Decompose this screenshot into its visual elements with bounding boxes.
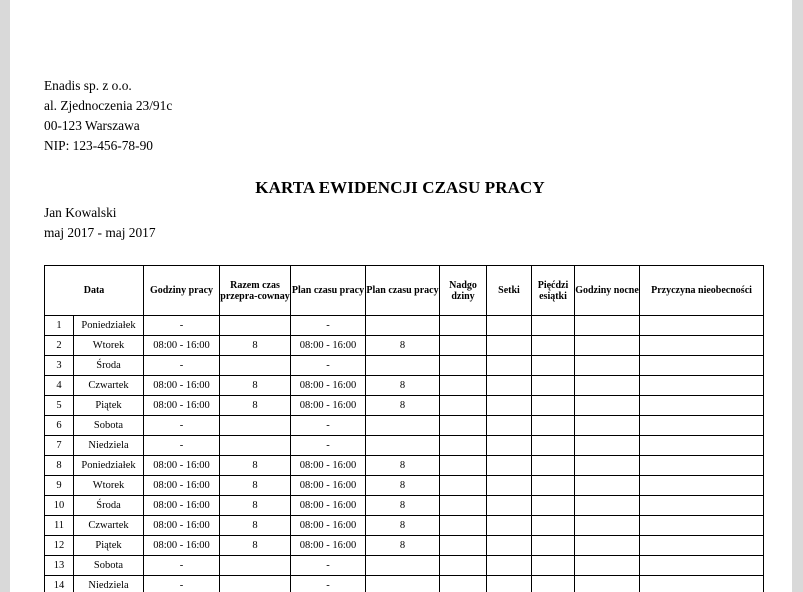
row-number: 14	[45, 576, 74, 592]
row-night-hours	[575, 356, 640, 376]
row-hours: -	[144, 416, 220, 436]
row-piecdziesiatki	[532, 356, 575, 376]
row-plan-hours: 8	[366, 476, 440, 496]
row-night-hours	[575, 416, 640, 436]
row-hours: -	[144, 436, 220, 456]
row-day: Poniedziałek	[74, 456, 144, 476]
row-piecdziesiatki	[532, 476, 575, 496]
row-plan: -	[291, 556, 366, 576]
row-overtime	[440, 356, 487, 376]
row-number: 10	[45, 496, 74, 516]
row-number: 4	[45, 376, 74, 396]
row-total: 8	[220, 336, 291, 356]
row-absence-reason	[640, 556, 764, 576]
row-hours: -	[144, 556, 220, 576]
row-piecdziesiatki	[532, 536, 575, 556]
row-number: 5	[45, 396, 74, 416]
company-nip: NIP: 123-456-78-90	[44, 138, 153, 153]
row-overtime	[440, 536, 487, 556]
table-row	[45, 396, 764, 416]
employee-block	[44, 203, 156, 243]
row-piecdziesiatki	[532, 416, 575, 436]
document-title: KARTA EWIDENCJI CZASU PRACY	[255, 178, 545, 197]
row-hours: 08:00 - 16:00	[144, 536, 220, 556]
row-setki	[487, 556, 532, 576]
table-row	[45, 556, 764, 576]
row-piecdziesiatki	[532, 436, 575, 456]
row-night-hours	[575, 396, 640, 416]
row-setki	[487, 496, 532, 516]
row-plan: 08:00 - 16:00	[291, 336, 366, 356]
row-plan: -	[291, 356, 366, 376]
row-absence-reason	[640, 536, 764, 556]
row-absence-reason	[640, 356, 764, 376]
row-number: 12	[45, 536, 74, 556]
row-plan: 08:00 - 16:00	[291, 396, 366, 416]
table-row	[45, 456, 764, 476]
timesheet-table	[44, 265, 764, 592]
row-hours: 08:00 - 16:00	[144, 456, 220, 476]
row-plan-hours	[366, 556, 440, 576]
row-plan-hours: 8	[366, 456, 440, 476]
row-setki	[487, 536, 532, 556]
row-total	[220, 576, 291, 592]
row-plan-hours: 8	[366, 376, 440, 396]
row-total	[220, 436, 291, 456]
employee-name: Jan Kowalski	[44, 205, 117, 220]
row-piecdziesiatki	[532, 316, 575, 336]
row-absence-reason	[640, 496, 764, 516]
row-setki	[487, 376, 532, 396]
row-plan: 08:00 - 16:00	[291, 516, 366, 536]
row-number: 1	[45, 316, 74, 336]
row-plan-hours: 8	[366, 396, 440, 416]
row-night-hours	[575, 376, 640, 396]
row-hours: 08:00 - 16:00	[144, 476, 220, 496]
row-absence-reason	[640, 576, 764, 592]
row-overtime	[440, 496, 487, 516]
header-przyczyna-nieobecnosci: Przyczyna nieobecności	[640, 266, 764, 316]
row-absence-reason	[640, 396, 764, 416]
row-piecdziesiatki	[532, 336, 575, 356]
row-overtime	[440, 376, 487, 396]
row-hours: -	[144, 316, 220, 336]
row-night-hours	[575, 496, 640, 516]
company-city: 00-123 Warszawa	[44, 118, 140, 133]
row-plan: -	[291, 576, 366, 592]
table-row	[45, 436, 764, 456]
row-absence-reason	[640, 436, 764, 456]
row-night-hours	[575, 436, 640, 456]
document-page	[10, 0, 792, 592]
row-piecdziesiatki	[532, 496, 575, 516]
row-hours: 08:00 - 16:00	[144, 376, 220, 396]
row-day: Sobota	[74, 556, 144, 576]
row-plan-hours: 8	[366, 516, 440, 536]
table-row	[45, 416, 764, 436]
company-address-block	[44, 76, 172, 156]
row-total	[220, 556, 291, 576]
table-row	[45, 316, 764, 336]
row-plan: 08:00 - 16:00	[291, 536, 366, 556]
row-overtime	[440, 576, 487, 592]
row-plan: 08:00 - 16:00	[291, 476, 366, 496]
table-row	[45, 336, 764, 356]
row-number: 13	[45, 556, 74, 576]
row-plan-hours: 8	[366, 536, 440, 556]
row-absence-reason	[640, 476, 764, 496]
row-setki	[487, 416, 532, 436]
row-total: 8	[220, 376, 291, 396]
row-overtime	[440, 516, 487, 536]
row-hours: 08:00 - 16:00	[144, 336, 220, 356]
row-setki	[487, 396, 532, 416]
row-number: 2	[45, 336, 74, 356]
row-day: Środa	[74, 496, 144, 516]
row-piecdziesiatki	[532, 576, 575, 592]
row-number: 11	[45, 516, 74, 536]
row-absence-reason	[640, 376, 764, 396]
reporting-period: maj 2017 - maj 2017	[44, 225, 156, 240]
row-setki	[487, 436, 532, 456]
row-number: 6	[45, 416, 74, 436]
row-hours: 08:00 - 16:00	[144, 496, 220, 516]
row-total	[220, 356, 291, 376]
row-piecdziesiatki	[532, 556, 575, 576]
header-piecdziesiatki: Pięćdzi esiątki	[532, 266, 575, 316]
row-total: 8	[220, 476, 291, 496]
row-total: 8	[220, 516, 291, 536]
row-night-hours	[575, 476, 640, 496]
row-day: Piątek	[74, 536, 144, 556]
row-overtime	[440, 396, 487, 416]
row-hours: -	[144, 576, 220, 592]
row-plan-hours	[366, 356, 440, 376]
row-plan-hours	[366, 436, 440, 456]
row-hours: -	[144, 356, 220, 376]
row-absence-reason	[640, 456, 764, 476]
table-row	[45, 376, 764, 396]
row-total: 8	[220, 496, 291, 516]
table-row	[45, 496, 764, 516]
row-plan: -	[291, 416, 366, 436]
table-row	[45, 476, 764, 496]
table-row	[45, 516, 764, 536]
row-plan: -	[291, 436, 366, 456]
row-day: Wtorek	[74, 336, 144, 356]
row-piecdziesiatki	[532, 396, 575, 416]
header-godziny-pracy: Godziny pracy	[144, 266, 220, 316]
row-piecdziesiatki	[532, 516, 575, 536]
row-setki	[487, 476, 532, 496]
row-plan: -	[291, 316, 366, 336]
row-piecdziesiatki	[532, 376, 575, 396]
header-plan-czasu-pracy: Plan czasu pracy	[291, 266, 366, 316]
row-total: 8	[220, 536, 291, 556]
row-overtime	[440, 456, 487, 476]
row-night-hours	[575, 576, 640, 592]
row-number: 8	[45, 456, 74, 476]
header-data: Data	[45, 266, 144, 316]
row-plan: 08:00 - 16:00	[291, 496, 366, 516]
row-setki	[487, 316, 532, 336]
row-overtime	[440, 476, 487, 496]
row-absence-reason	[640, 316, 764, 336]
header-setki: Setki	[487, 266, 532, 316]
row-overtime	[440, 316, 487, 336]
row-night-hours	[575, 456, 640, 476]
row-day: Czwartek	[74, 516, 144, 536]
row-setki	[487, 576, 532, 592]
row-piecdziesiatki	[532, 456, 575, 476]
row-night-hours	[575, 316, 640, 336]
row-absence-reason	[640, 516, 764, 536]
row-total	[220, 316, 291, 336]
row-day: Sobota	[74, 416, 144, 436]
row-night-hours	[575, 536, 640, 556]
header-razem-czas: Razem czas przepra-cownay	[220, 266, 291, 316]
row-number: 7	[45, 436, 74, 456]
row-overtime	[440, 436, 487, 456]
row-overtime	[440, 556, 487, 576]
row-setki	[487, 456, 532, 476]
table-row	[45, 356, 764, 376]
row-night-hours	[575, 336, 640, 356]
row-absence-reason	[640, 416, 764, 436]
row-day: Piątek	[74, 396, 144, 416]
row-day: Środa	[74, 356, 144, 376]
row-day: Czwartek	[74, 376, 144, 396]
company-street: al. Zjednoczenia 23/91c	[44, 98, 173, 113]
row-setki	[487, 336, 532, 356]
row-day: Poniedziałek	[74, 316, 144, 336]
row-setki	[487, 356, 532, 376]
row-setki	[487, 516, 532, 536]
row-absence-reason	[640, 336, 764, 356]
row-plan-hours	[366, 316, 440, 336]
row-overtime	[440, 336, 487, 356]
row-total: 8	[220, 396, 291, 416]
row-day: Niedziela	[74, 436, 144, 456]
row-overtime	[440, 416, 487, 436]
row-total: 8	[220, 456, 291, 476]
row-hours: 08:00 - 16:00	[144, 516, 220, 536]
row-day: Wtorek	[74, 476, 144, 496]
row-day: Niedziela	[74, 576, 144, 592]
row-total	[220, 416, 291, 436]
row-plan: 08:00 - 16:00	[291, 456, 366, 476]
row-plan-hours: 8	[366, 336, 440, 356]
row-night-hours	[575, 556, 640, 576]
row-night-hours	[575, 516, 640, 536]
header-godziny-nocne: Godziny nocne	[575, 266, 640, 316]
header-plan-czasu-pracy-hours: Plan czasu pracy	[366, 266, 440, 316]
row-plan-hours	[366, 416, 440, 436]
row-plan-hours: 8	[366, 496, 440, 516]
table-row	[45, 576, 764, 592]
header-nadgodziny: Nadgo dziny	[440, 266, 487, 316]
table-header-row	[45, 266, 764, 316]
company-name: Enadis sp. z o.o.	[44, 78, 132, 93]
table-row	[45, 536, 764, 556]
row-number: 3	[45, 356, 74, 376]
row-hours: 08:00 - 16:00	[144, 396, 220, 416]
row-plan: 08:00 - 16:00	[291, 376, 366, 396]
row-plan-hours	[366, 576, 440, 592]
row-number: 9	[45, 476, 74, 496]
